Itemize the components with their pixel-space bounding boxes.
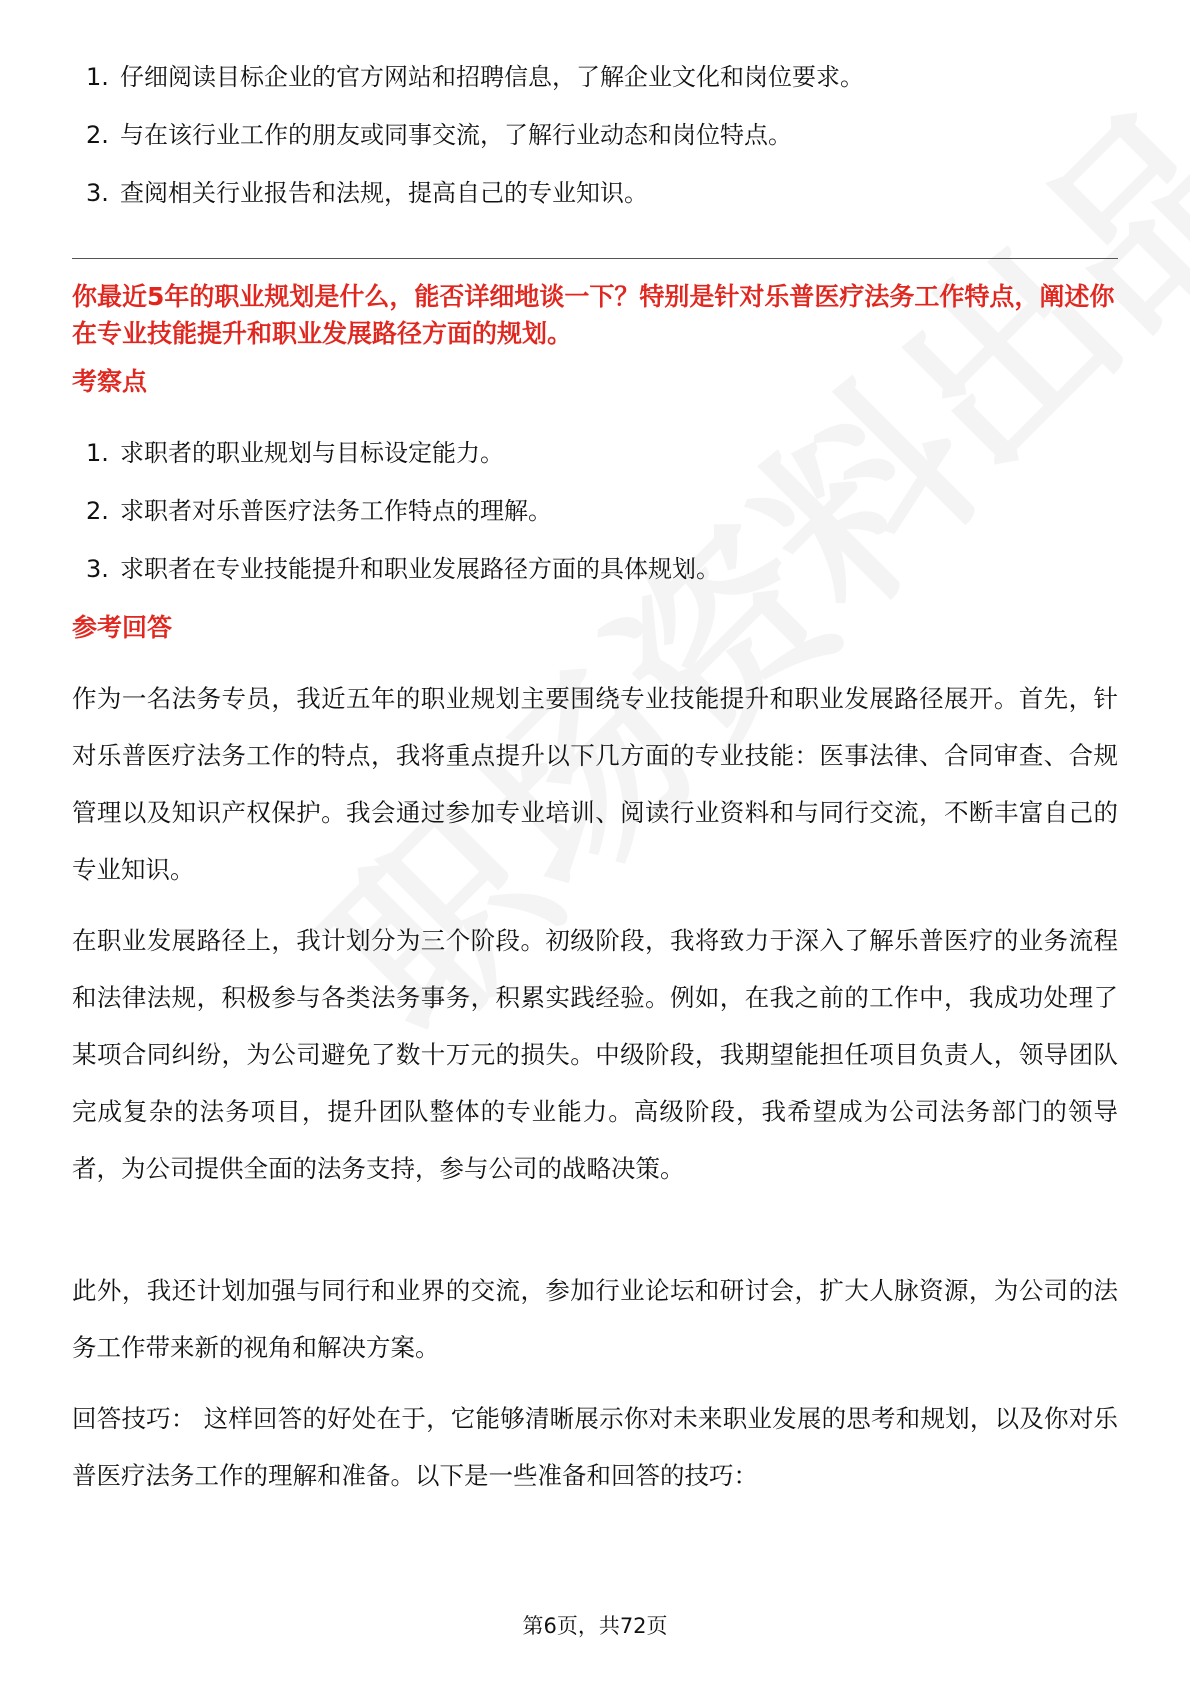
section-divider [72, 258, 1118, 259]
answer-paragraph: 此外，我还计划加强与同行和业界的交流，参加行业论坛和研讨会，扩大人脉资源，为公司的法务工作带来新的视角和解决方案。 [72, 1276, 1118, 1362]
list-text: 求职者对乐普医疗法务工作特点的理解。 [120, 497, 552, 525]
list-number: 3. [86, 179, 109, 207]
list-item [72, 48, 864, 106]
tips-paragraph: 回答技巧： 这样回答的好处在于，它能够清晰展示你对未来职业发展的思考和规划，以及你对乐普医疗法务工作的理解和准备。以下是一些准备和回答的技巧： [72, 1404, 1118, 1490]
list-item [72, 164, 864, 222]
list-number: 1. [86, 63, 109, 91]
answer-paragraph: 作为一名法务专员，我近五年的职业规划主要围绕专业技能提升和职业发展路径展开。首先，针对乐普医疗法务工作的特点，我将重点提升以下几方面的专业技能：医事法律、合同审查、合规管理以及知识产权保护。我会通过参加专业培训、阅读行业资料和与同行交流，不断丰富自己的专业知识。 [72, 684, 1118, 884]
list-number: 3. [86, 555, 109, 583]
list-text: 仔细阅读目标企业的官方网站和招聘信息，了解企业文化和岗位要求。 [120, 63, 864, 91]
list-item [72, 106, 864, 164]
list-text: 求职者的职业规划与目标设定能力。 [120, 439, 504, 467]
list-text: 与在该行业工作的朋友或同事交流，了解行业动态和岗位特点。 [120, 121, 792, 149]
answer-paragraph: 在职业发展路径上，我计划分为三个阶段。初级阶段，我将致力于深入了解乐普医疗的业务流程和法律法规，积极参与各类法务事务，积累实践经验。例如，在我之前的工作中，我成功处理了某项合同纠纷，为公司避免了数十万元的损失。中级阶段，我期望能担任项目负责人，领导团队完成复杂的法务项目，提升团队整体的专业能力。高级阶段，我希望成为公司法务部门的领导者，为公司提供全面的法务支持，参与公司的战略决策。 [72, 926, 1118, 1183]
list-item [72, 482, 720, 540]
assessment-list [72, 424, 720, 598]
list-number: 2. [86, 121, 109, 149]
question-heading: 你最近5年的职业规划是什么，能否详细地谈一下？特别是针对乐普医疗法务工作特点，阐述你在专业技能提升和职业发展路径方面的规划。 [72, 282, 1115, 348]
assessment-label: 考察点 [72, 367, 148, 396]
list-item [72, 540, 720, 598]
list-number: 1. [86, 439, 109, 467]
list-item [72, 424, 720, 482]
list-text: 查阅相关行业报告和法规，提高自己的专业知识。 [120, 179, 648, 207]
list-number: 2. [86, 497, 109, 525]
top-list [72, 48, 864, 222]
answer-label: 参考回答 [72, 613, 173, 642]
page-number: 第6页，共72页 [522, 1614, 668, 1638]
list-text: 求职者在专业技能提升和职业发展路径方面的具体规划。 [120, 555, 720, 583]
